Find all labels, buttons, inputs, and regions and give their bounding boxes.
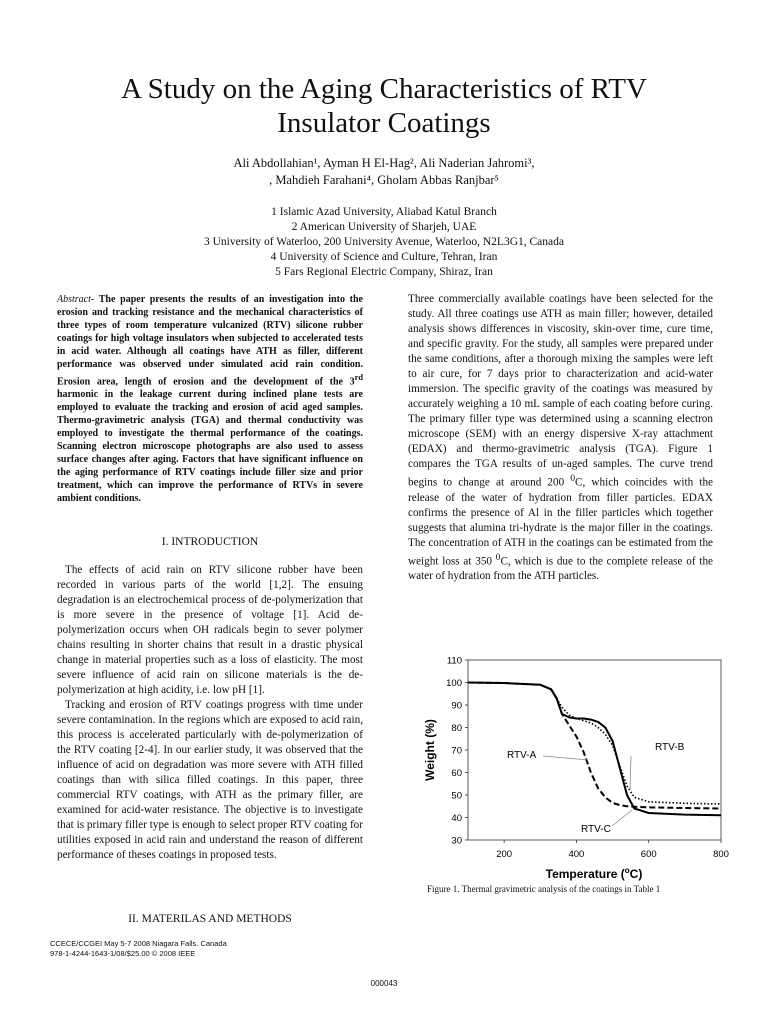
x-axis-label-main: Temperature ( xyxy=(545,867,625,881)
annotation-leader-rtv-b xyxy=(630,756,631,790)
conference-footer xyxy=(50,939,227,959)
authors-line-2: , Mahdieh Farahani⁴, Gholam Abbas Ranjbar⁵ xyxy=(269,173,499,187)
methods-heading: II. MATERILAS AND METHODS xyxy=(128,913,292,925)
intro-heading: I. INTRODUCTION xyxy=(161,536,259,548)
author-list xyxy=(0,155,768,189)
footer-line-2: 978-1-4244-1643-1/08/$25.00 © 2008 IEEE xyxy=(50,949,196,958)
abstract-label: Abstract- xyxy=(57,294,95,305)
affiliation: 3 University of Waterloo, 200 University Avenue, Waterloo, N2L3G1, Canada xyxy=(203,236,564,248)
tga-chart xyxy=(418,648,738,883)
title-line-1: A Study on the Aging Characteristics of RTV xyxy=(121,73,647,105)
intro-paragraph-2: Tracking and erosion of RTV coatings progress with time under severe contamination. In the regions which are exposed to acid rain, this process is accelerated particularly with de-polymerization of the RTV coating [2-4]. In our earlier study, it was observed that the influence of acid on degradation was more severe with ATH filled coatings than with silica filled coatings. In this paper, three commercial RTV coatings, with ATH as the primary filler, are examined for acid-water resistance. The objective is to investigate that is primary filler type is enough to select proper RTV coating for utilities exposed in acid rain and understand the reason of different performance of theses coatings in proposed tests. xyxy=(57,699,363,861)
y-tick-label: 50 xyxy=(451,790,462,802)
x-axis-label-sup: o xyxy=(624,866,630,875)
y-tick-label: 110 xyxy=(446,655,462,667)
affiliation: 2 American University of Sharjeh, UAE xyxy=(291,221,477,233)
affiliation: 5 Fars Regional Electric Company, Shiraz, Iran xyxy=(275,266,493,278)
degree-sup-1: 0 xyxy=(570,474,576,484)
y-tick-label: 30 xyxy=(451,835,462,847)
x-tick-label: 200 xyxy=(496,849,513,860)
x-tick-label: 800 xyxy=(713,849,729,860)
x-axis-label-end: C) xyxy=(629,867,643,881)
affiliation: 4 University of Science and Culture, Tehran, Iran xyxy=(270,251,498,263)
tga-figure xyxy=(418,648,738,883)
degree-sup-2: 0 xyxy=(495,552,501,563)
y-tick-label: 70 xyxy=(451,745,462,757)
introduction-body xyxy=(57,563,363,863)
footer-line-1: CCECE/CCGEI May 5-7 2008 Niagara Falls. Canada xyxy=(50,939,227,948)
annotation-rtv-c: RTV-C xyxy=(581,824,611,835)
abstract xyxy=(57,293,363,505)
abstract-text-a: The paper presents the results of an investigation into the erosion and tracking resistance and the mechanical characteristics of three types of room temperature vulcanized (RTV) silicone rubber coatings for high voltage insulators when subjected to accelerated tests in acid water. Although all coatings have ATH as filler, different performance was observed under simulated acid rain condition. Erosion area, length of erosion and the development of the 3 xyxy=(57,294,363,388)
x-axis-label xyxy=(546,866,643,881)
authors-line-1: Ali Abdollahian¹, Ayman H El-Hag², Ali Naderian Jahromi³, xyxy=(233,156,535,170)
x-tick-label: 400 xyxy=(568,849,585,860)
annotation-rtv-a: RTV-A xyxy=(507,750,537,761)
methods-paragraph xyxy=(408,292,713,584)
methods-text-3: C, which is due to the complete release of the water of hydration from the ATH particles. xyxy=(408,555,714,583)
methods-text-2: C, which coincides with the release of the water of hydration from filler particles. EDAX confirms the presence of Al in the filler particles which together suggests that alumina tri-hydrate is the major filler in the coatings. The concentration of ATH in the coatings can be estimated from the weight loss at 350 xyxy=(408,476,713,568)
methods-body xyxy=(408,292,713,584)
title-line-2: Insulator Coatings xyxy=(277,107,491,139)
abstract-sup: rd xyxy=(354,373,363,382)
x-tick-label: 600 xyxy=(640,849,657,860)
methods-text-1: Three commercially available coatings have been selected for the study. All three coatings use ATH as main filler; however, detailed analysis shows differences in viscosity, skin-over time, cure time, and specific gravity. For the study, all samples were prepared under the same conditions, after a thorough mixing the samples were left to air cure, for 7 days prior to characterization and acid-water immersion. The specific gravity of the coatings was measured by accurately weighing a 10 mL sample of each coating before curing. The primary filler type was determined using a scanning electron microscope (SEM) with an energy dispersive X-ray attachment (EDAX) and thermo-gravimetric analysis (TGA). Figure 1 compares the TGA results of un-aged samples. The curve trend begins to change at around 200 xyxy=(408,293,713,489)
y-tick-label: 60 xyxy=(451,768,462,779)
intro-paragraph-1: The effects of acid rain on RTV silicone rubber have been recorded in various parts of the world [1,2]. The ensuing degradation is an electrochemical process of de-polymerization that is more severe in the presence of voltage [1]. Acid de-polymerization occurs when OH radicals begin to sever polymer chains resulting in shorter chains that result in a drastic physical change in material properties such as a loss of elasticity. The most severe influence of acid rain on silicone materials is the de-polymerization at high acidity, i.e. low pH [1]. xyxy=(57,564,363,696)
abstract-text-b: harmonic in the leakage current during inclined plane tests are employed to evaluate the tracking and erosion of acid aged samples. Thermo-gravimetric analysis (TGA) and thermal conductivity was employed to investigate the thermal performance of the coatings. Scanning electron microscope photographs are also used to assess surface changes after aging. Factors that have significant influence on the aging performance of RTV coatings include filler size and prior treatment, which can improve the performance of RTVs in severe ambient conditions. xyxy=(57,389,363,505)
y-tick-label: 80 xyxy=(451,723,462,734)
y-axis-label: Weight (%) xyxy=(423,719,437,781)
y-tick-label: 100 xyxy=(446,678,462,689)
annotation-rtv-b: RTV-B xyxy=(655,742,685,753)
annotation-leader-rtv-a xyxy=(543,756,588,760)
affiliations xyxy=(0,205,768,280)
annotation-leader-rtv-c xyxy=(612,810,632,826)
affiliation: 1 Islamic Azad University, Aliabad Katul Branch xyxy=(271,206,497,218)
paper-title xyxy=(0,72,768,140)
figure-caption: Figure 1. Thermal gravimetric analysis of the coatings in Table 1 xyxy=(427,884,661,894)
y-tick-label: 90 xyxy=(451,700,462,712)
page-number: 000043 xyxy=(370,979,398,988)
y-tick-label: 40 xyxy=(451,813,462,824)
